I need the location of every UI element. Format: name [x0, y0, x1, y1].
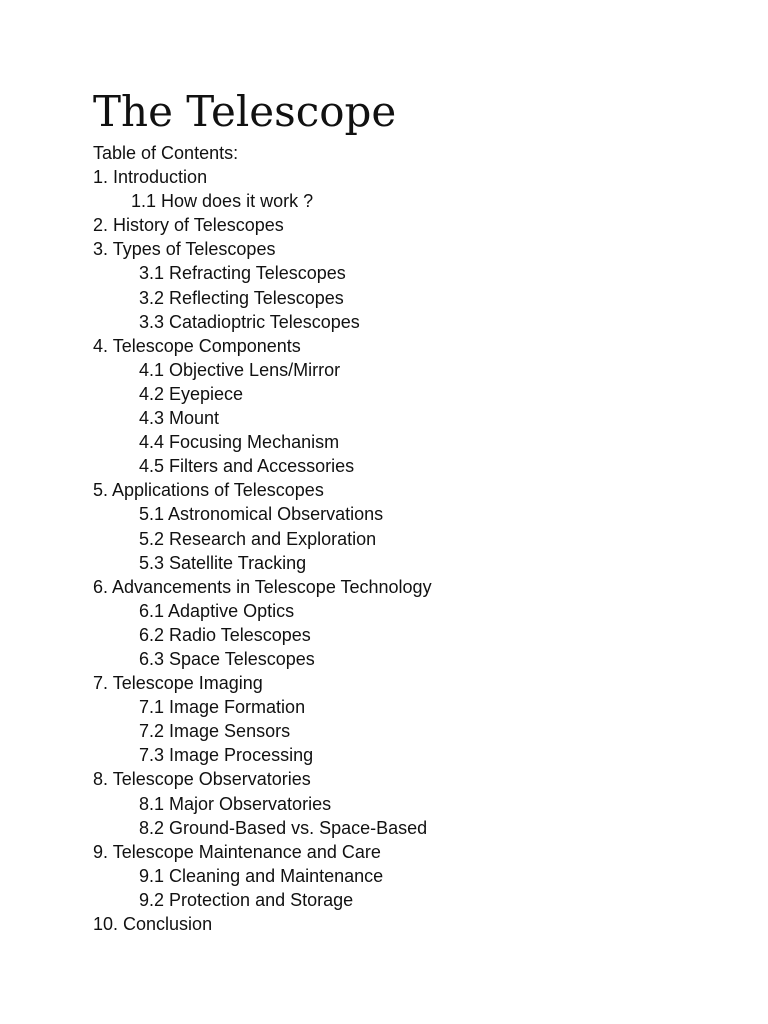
toc-entry-types-of-telescopes: 3. Types of Telescopes [93, 239, 276, 260]
toc-entry-image-sensors: 7.2 Image Sensors [139, 721, 291, 742]
table-of-contents [93, 141, 733, 936]
toc-entry-filters-and-accessories: 4.5 Filters and Accessories [139, 456, 355, 477]
toc-entry-conclusion: 10. Conclusion [93, 914, 213, 934]
toc-entry-eyepiece: 4.2 Eyepiece [139, 383, 244, 404]
toc-entry-reflecting-telescopes: 3.2 Reflecting Telescopes [139, 287, 344, 308]
toc-entry-astronomical-observations: 5.1 Astronomical Observations [139, 504, 384, 525]
toc-entry-history-of-telescopes: 2. History of Telescopes [93, 215, 284, 236]
toc-entry-maintenance-and-care: 9. Telescope Maintenance and Care [93, 841, 381, 862]
toc-entry-catadioptric-telescopes: 3.3 Catadioptric Telescopes [139, 311, 360, 332]
toc-entry-ground-vs-space-based: 8.2 Ground-Based vs. Space-Based [139, 817, 428, 838]
toc-entry-telescope-imaging: 7. Telescope Imaging [93, 673, 263, 694]
toc-entry-satellite-tracking: 5.3 Satellite Tracking [139, 552, 307, 573]
toc-entry-refracting-telescopes: 3.1 Refracting Telescopes [139, 263, 346, 284]
toc-entry-how-does-it-work: 1.1 How does it work ? [131, 191, 314, 212]
toc-entry-radio-telescopes: 6.2 Radio Telescopes [139, 624, 311, 645]
toc-entry-telescope-components: 4. Telescope Components [93, 335, 301, 356]
toc-entry-protection-and-storage: 9.2 Protection and Storage [139, 889, 354, 910]
toc-entry-image-processing: 7.3 Image Processing [139, 745, 314, 766]
toc-entry-focusing-mechanism: 4.4 Focusing Mechanism [139, 432, 340, 453]
toc-entry-image-formation: 7.1 Image Formation [139, 697, 306, 718]
toc-entry-adaptive-optics: 6.1 Adaptive Optics [139, 600, 295, 621]
toc-entry-space-telescopes: 6.3 Space Telescopes [139, 648, 315, 669]
toc-entry-objective-lens-mirror: 4.1 Objective Lens/Mirror [139, 359, 341, 380]
toc-entry-applications-of-telescopes: 5. Applications of Telescopes [93, 480, 324, 501]
toc-entry-research-and-exploration: 5.2 Research and Exploration [139, 528, 377, 549]
toc-entry-advancements-in-telescope-technology: 6. Advancements in Telescope Technology [93, 576, 432, 597]
document-title: The Telescope [93, 87, 397, 136]
toc-entry-mount: 4.3 Mount [139, 408, 220, 429]
toc-heading: Table of Contents: [93, 143, 239, 163]
toc-entry-introduction: 1. Introduction [93, 167, 208, 188]
toc-entry-major-observatories: 8.1 Major Observatories [139, 793, 332, 814]
toc-entry-cleaning-and-maintenance: 9.1 Cleaning and Maintenance [139, 865, 384, 886]
toc-entry-telescope-observatories: 8. Telescope Observatories [93, 769, 311, 790]
